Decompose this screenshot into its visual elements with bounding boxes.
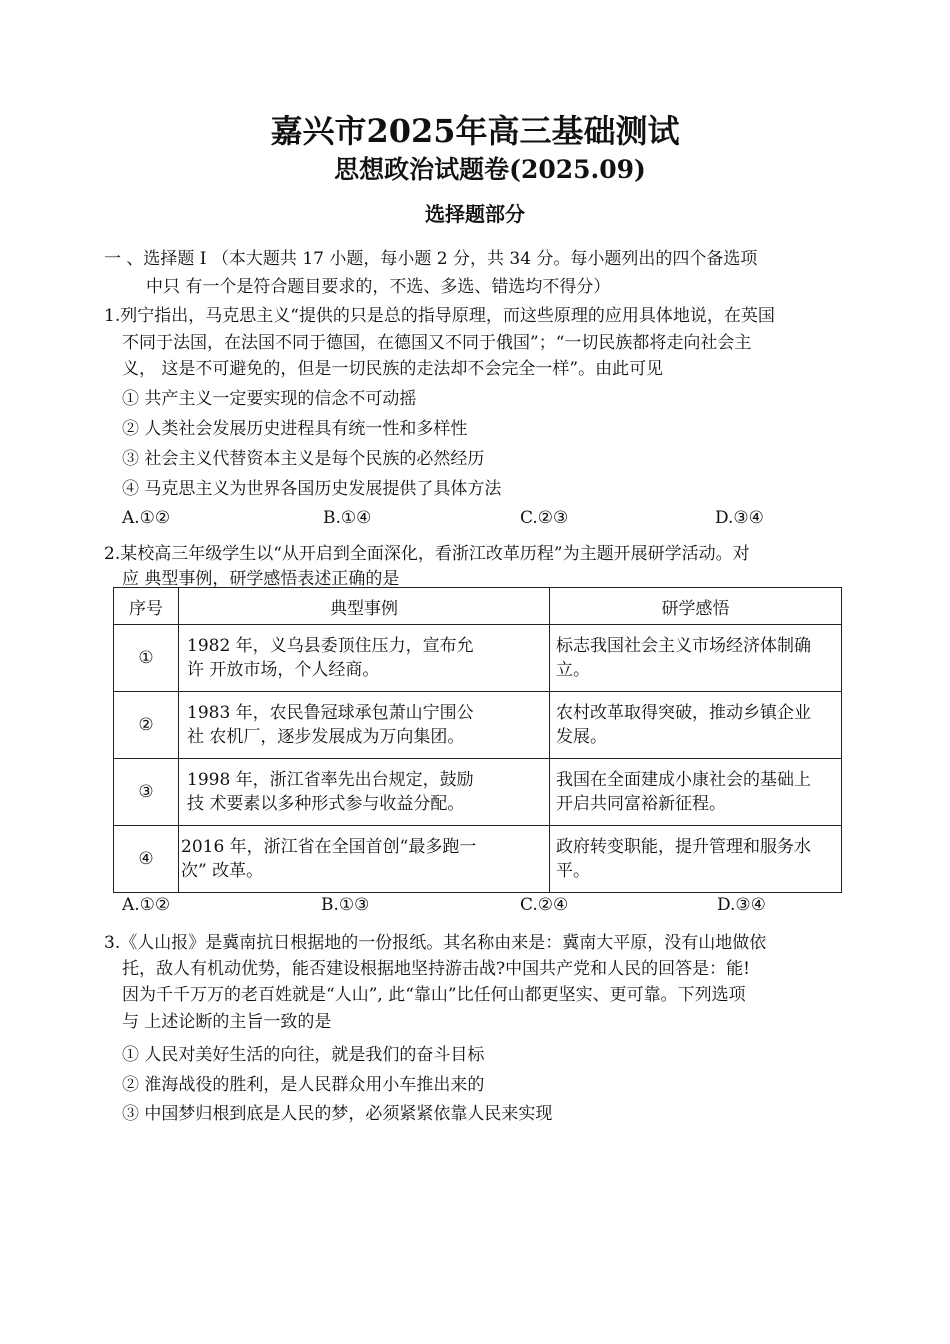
q1-stem-line2: 不同于法国，在法国不同于德国，在德国又不同于俄国”；“一切民族都将走向社会主 <box>122 333 752 353</box>
q1-stem-line3: 义， 这是不可避免的，但是一切民族的走法却不会完全一样”。由此可见 <box>122 359 664 379</box>
q1-option-a[interactable]: A.①② <box>122 508 171 528</box>
header-event: 典型事例 <box>179 588 550 625</box>
q2-option-b[interactable]: B.①③ <box>321 895 370 915</box>
q3-statement-3: ③ 中国梦归根到底是人民的梦，必须紧紧依靠人民来实现 <box>122 1104 553 1124</box>
exam-subtitle: 思想政治试题卷(2025.09) <box>334 155 646 184</box>
q3-stem-line4: 与 上述论断的主旨一致的是 <box>122 1012 332 1032</box>
row-event-line: 技 术要素以多种形式参与收益分配。 <box>187 794 465 814</box>
row-event-line: 1998 年，浙江省率先出台规定，鼓励 <box>187 770 474 790</box>
row-event-line: 2016 年，浙江省在全国首创“最多跑一 <box>181 837 477 857</box>
q1-statement-1: ① 共产主义一定要实现的信念不可动摇 <box>122 389 417 409</box>
row-feeling <box>550 826 842 893</box>
row-event-line: 社 农机厂，逐步发展成为万向集团。 <box>187 727 465 747</box>
table-row <box>114 759 842 826</box>
row-feeling <box>550 692 842 759</box>
row-event <box>179 759 550 826</box>
part-title: 选择题部分 <box>425 202 525 226</box>
q3-stem-line1: 3.《人山报》是冀南抗日根据地的一份报纸。其名称由来是：冀南大平原，没有山地做依 <box>104 933 767 953</box>
q2-option-c[interactable]: C.②④ <box>520 895 569 915</box>
row-feeling-line: 标志我国社会主义市场经济体制确 <box>556 636 811 656</box>
q1-stem-line1: 1.列宁指出，马克思主义“提供的只是总的指导原理，而这些原理的应用具体地说，在英国 <box>104 306 775 326</box>
q1-option-c[interactable]: C.②③ <box>520 508 569 528</box>
row-feeling-line: 开启共同富裕新征程。 <box>556 794 726 814</box>
q3-stem-line3: 因为千千万万的老百姓就是“人山”, 此“靠山”比任何山都更坚实、更可靠。下列选项 <box>122 985 746 1005</box>
row-event <box>179 692 550 759</box>
table-header-row <box>114 588 842 625</box>
header-number: 序号 <box>114 588 179 625</box>
row-event-line: 次” 改革。 <box>181 861 264 881</box>
q1-statement-3: ③ 社会主义代替资本主义是每个民族的必然经历 <box>122 449 485 469</box>
row-feeling-line: 立。 <box>556 660 590 680</box>
table-row <box>114 826 842 893</box>
q2-option-d[interactable]: D.③④ <box>717 895 766 915</box>
section-instruction-line2: 中只 有一个是符合题目要求的，不选、多选、错选均不得分） <box>146 277 611 297</box>
q3-statement-2: ② 淮海战役的胜利，是人民群众用小车推出来的 <box>122 1075 485 1095</box>
row-number: ② <box>114 692 179 759</box>
section-instruction-line1: 一 、选择题 I （本大题共 17 小题，每小题 2 分，共 34 分。每小题列出的四个备选项 <box>104 249 758 269</box>
events-table <box>113 587 842 893</box>
row-event <box>179 625 550 692</box>
row-event-line: 许 开放市场，个人经商。 <box>187 660 380 680</box>
row-number: ① <box>114 625 179 692</box>
q3-stem-line2: 托，敌人有机动优势，能否建设根据地坚持游击战?中国共产党和人民的回答是：能! <box>122 959 750 979</box>
row-number: ④ <box>114 826 179 893</box>
row-feeling <box>550 625 842 692</box>
table-row <box>114 625 842 692</box>
q1-option-d[interactable]: D.③④ <box>715 508 764 528</box>
row-feeling-line: 政府转变职能，提升管理和服务水 <box>556 837 811 857</box>
q1-option-b[interactable]: B.①④ <box>323 508 372 528</box>
q2-stem-line1: 2.某校高三年级学生以“从开启到全面深化，看浙江改革历程”为主题开展研学活动。对 <box>104 544 750 564</box>
q1-statement-4: ④ 马克思主义为世界各国历史发展提供了具体方法 <box>122 479 502 499</box>
row-event <box>179 826 550 893</box>
exam-title: 嘉兴市2025年高三基础测试 <box>270 112 680 150</box>
row-feeling <box>550 759 842 826</box>
row-feeling-line: 发展。 <box>556 727 607 747</box>
row-feeling-line: 我国在全面建成小康社会的基础上 <box>556 770 811 790</box>
header-feeling: 研学感悟 <box>550 588 842 625</box>
table-row <box>114 692 842 759</box>
q1-statement-2: ② 人类社会发展历史进程具有统一性和多样性 <box>122 419 468 439</box>
row-event-line: 1983 年，农民鲁冠球承包萧山宁围公 <box>187 703 474 723</box>
row-number: ③ <box>114 759 179 826</box>
row-feeling-line: 平。 <box>556 861 590 881</box>
row-feeling-line: 农村改革取得突破，推动乡镇企业 <box>556 703 811 723</box>
q3-statement-1: ① 人民对美好生活的向往，就是我们的奋斗目标 <box>122 1045 485 1065</box>
q2-stem-line2: 应 典型事例，研学感悟表述正确的是 <box>122 569 400 589</box>
row-event-line: 1982 年，义乌县委顶住压力，宣布允 <box>187 636 474 656</box>
q2-option-a[interactable]: A.①② <box>122 895 171 915</box>
